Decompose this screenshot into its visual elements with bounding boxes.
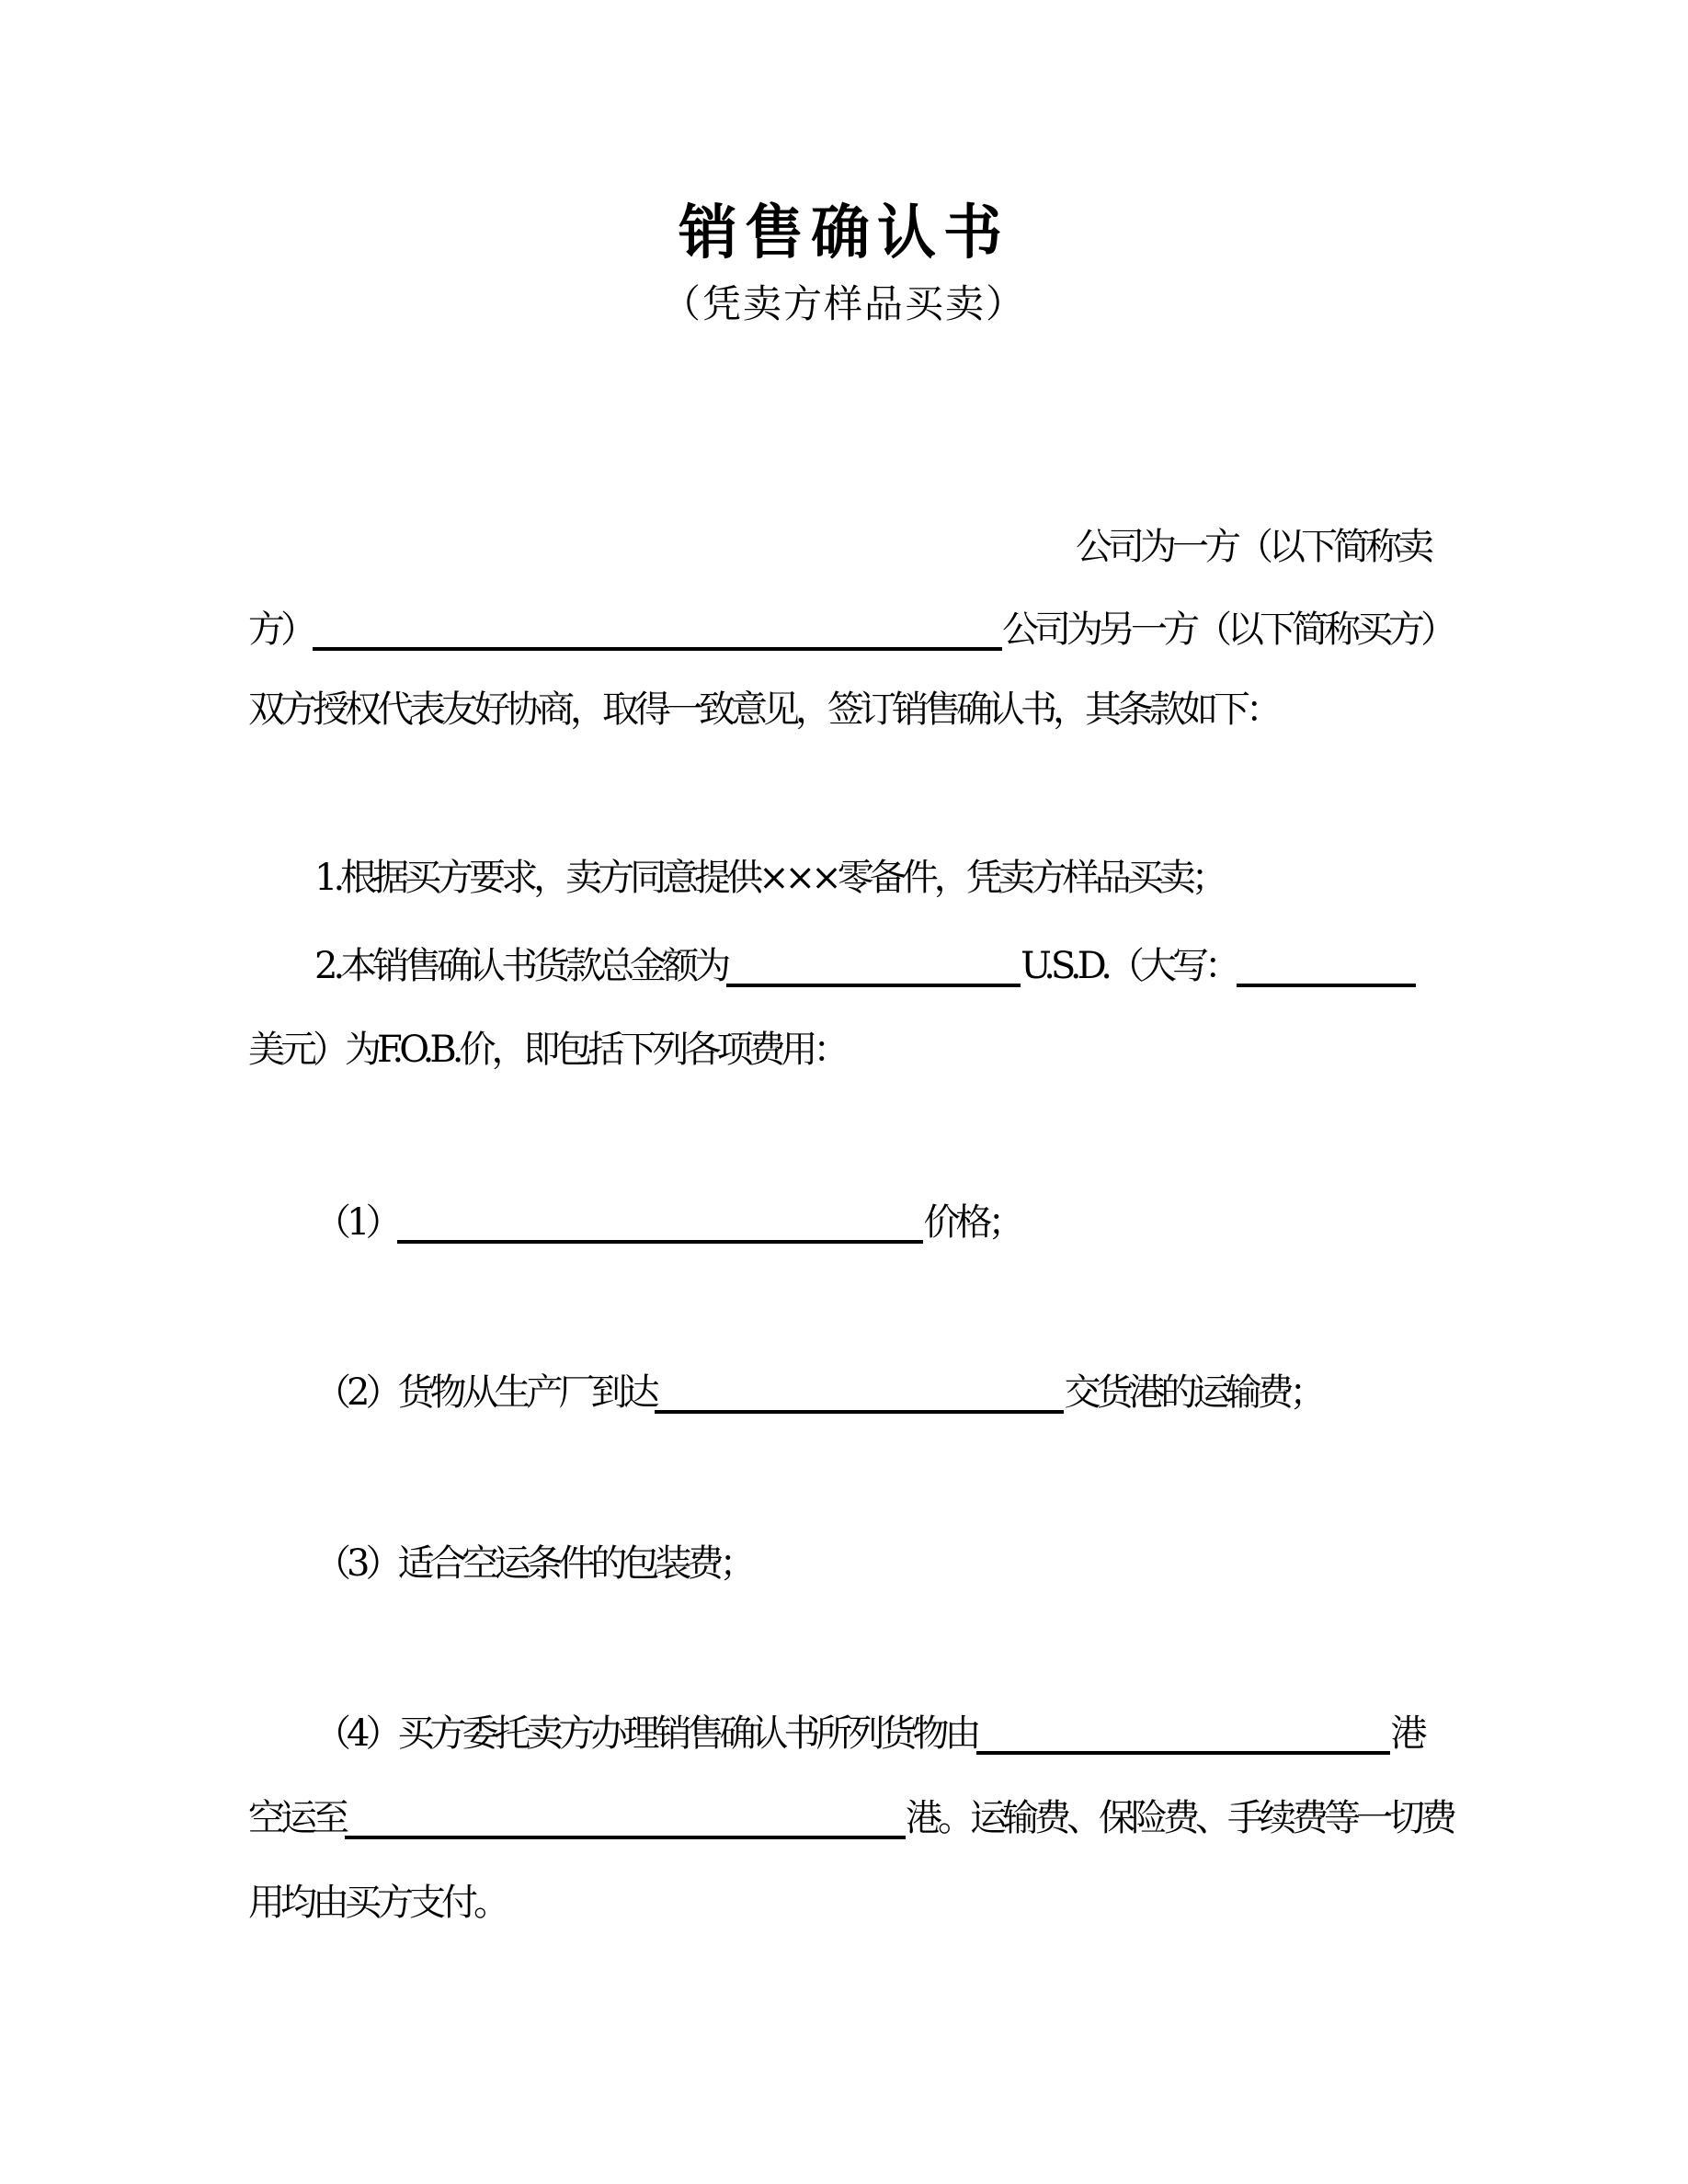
fee-item-3 bbox=[248, 1521, 751, 1606]
fee-item-4-line-3 bbox=[248, 1860, 506, 1945]
fee1-end-text: 价格； bbox=[923, 1201, 1021, 1244]
fee-item-4-line-2 bbox=[248, 1776, 1453, 1860]
intro-line-3 bbox=[248, 667, 1278, 752]
clause-1 bbox=[248, 836, 1224, 920]
document-subtitle: （凭卖方样品买卖） bbox=[661, 281, 1026, 326]
intro-line2-end-text: 公司为另一方（以下简称买方） bbox=[1002, 609, 1453, 651]
fee-item-1 bbox=[248, 1180, 1020, 1265]
intro-line2-start-text: 方） bbox=[248, 609, 313, 651]
first-line-indent bbox=[248, 889, 314, 890]
destination-airport-field[interactable] bbox=[345, 1836, 906, 1839]
fee3-text: （3）适合空运条件的包装费； bbox=[314, 1542, 752, 1585]
origin-airport-field[interactable] bbox=[976, 1751, 1390, 1755]
amount-in-words-field[interactable] bbox=[1237, 984, 1416, 987]
fee2-start-text: （2）货物从生产厂到达 bbox=[314, 1371, 656, 1414]
seller-name-blank[interactable] bbox=[248, 558, 1076, 559]
fee1-label: （1） bbox=[314, 1201, 398, 1244]
intro-line1-text: 公司为一方（以下简称卖 bbox=[1076, 526, 1430, 568]
fee4-line2-end-text: 港。运输费、保险费、手续费等一切费 bbox=[906, 1797, 1453, 1839]
first-line-indent bbox=[248, 977, 314, 978]
fee4-line1-end-text: 港 bbox=[1390, 1712, 1423, 1755]
first-line-indent bbox=[248, 1745, 314, 1746]
fee4-line3-text: 用均由买方支付。 bbox=[248, 1882, 506, 1924]
document-title: 销售确认书 bbox=[679, 199, 1009, 267]
clause2-line1-mid-text: U.S.D.（大写： bbox=[1021, 945, 1237, 987]
delivery-port-field[interactable] bbox=[655, 1410, 1064, 1414]
first-line-indent bbox=[248, 1404, 314, 1405]
fee-item-2 bbox=[248, 1350, 1321, 1435]
buyer-name-field[interactable] bbox=[313, 647, 1002, 651]
clause1-text: 1.根据买方要求，卖方同意提供×××零备件，凭卖方样品买卖； bbox=[314, 857, 1224, 899]
clause2-line1-start-text: 2.本销售确认书货款总金额为 bbox=[314, 945, 727, 987]
total-amount-field[interactable] bbox=[726, 984, 1021, 987]
clause2-line2-text: 美元）为F.O.B.价，即包括下列各项费用： bbox=[248, 1029, 846, 1071]
fee4-line1-start-text: （4）买方委托卖方办理销售确认书所列货物由 bbox=[314, 1712, 977, 1755]
price-term-field[interactable] bbox=[397, 1240, 923, 1244]
intro-line3-text: 双方授权代表友好协商，取得一致意见，签订销售确认书，其条款如下： bbox=[248, 688, 1278, 731]
intro-line-1 bbox=[248, 505, 1430, 589]
intro-line-2 bbox=[248, 587, 1453, 672]
fee4-line2-start-text: 空运至 bbox=[248, 1797, 345, 1839]
clause-2-line-2 bbox=[248, 1007, 846, 1092]
fee-item-4-line-1 bbox=[248, 1691, 1422, 1776]
clause-2-line-1 bbox=[248, 924, 1416, 1008]
fee2-end-text: 交货港的运输费； bbox=[1064, 1371, 1322, 1414]
